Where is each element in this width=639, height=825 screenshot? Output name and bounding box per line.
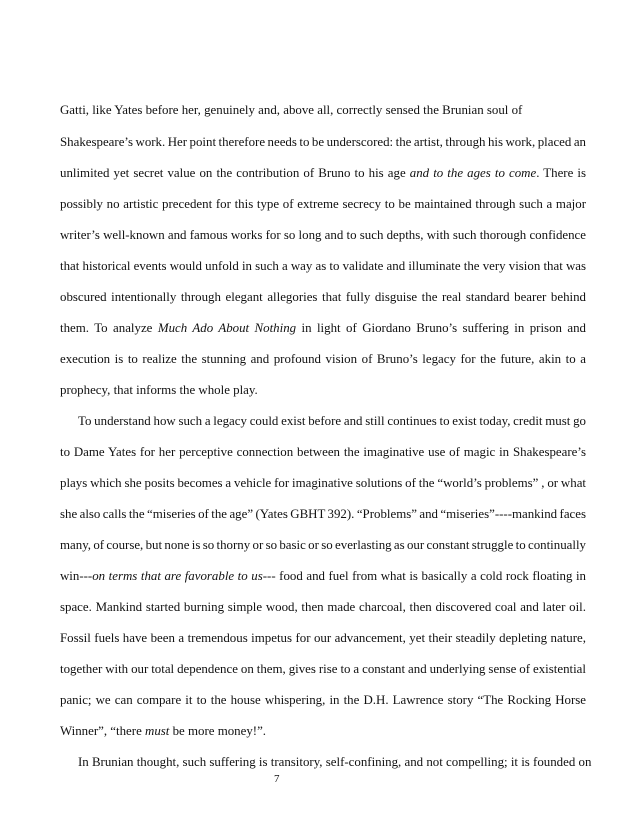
text-run: plays which she posits becomes a vehicle for imaginative solutions of the “world’s problems” , or what (60, 476, 586, 490)
text-line (78, 413, 586, 429)
text-run: them. To analyze (60, 321, 158, 335)
text-line (60, 661, 586, 677)
page-number: 7 (274, 773, 280, 785)
text-run: Winner”, “there (60, 724, 146, 738)
text-line (60, 102, 522, 118)
text-run: writer’s well-known and famous works for so long and to such depths, with such thorough confidence (60, 228, 586, 242)
text-run: Shakespeare’s work. Her point therefore needs to be underscored: the artist, through his work, placed an (60, 135, 586, 149)
text-run: that historical events would unfold in such a way as to validate and illuminate the very vision that was (60, 259, 586, 273)
text-line (60, 227, 586, 243)
text-run: In Brunian thought, such suffering is transitory, self-confining, and not compelling; it is founded on (78, 755, 592, 769)
text-line (60, 134, 586, 150)
text-line (60, 537, 586, 553)
text-run: together with our total dependence on them, gives rise to a constant and underlying sense of existential (60, 662, 586, 676)
italic-text: on terms that are favorable to us (92, 569, 263, 583)
text-line (60, 351, 586, 367)
text-run: space. Mankind started burning simple wood, then made charcoal, then discovered coal and later oil. (60, 600, 586, 614)
text-line (60, 475, 586, 491)
text-line (60, 165, 586, 181)
text-run: . There is (536, 166, 587, 180)
text-run: possibly no artistic precedent for this type of extreme secrecy to be maintained through such a major (60, 197, 586, 211)
text-run: in light of Giordano Bruno’s suffering in prison and (296, 321, 586, 335)
text-line (60, 196, 586, 212)
text-run: she also calls the “miseries of the age” (Yates GBHT 392). “Problems” and “miseries”----mankind faces (60, 507, 586, 521)
text-line (60, 723, 266, 739)
text-line (60, 630, 586, 646)
text-run: prophecy, that informs the whole play. (60, 383, 258, 397)
text-line (60, 506, 586, 522)
text-run: unlimited yet secret value on the contribution of Bruno to his age (60, 166, 410, 180)
text-run: panic; we can compare it to the house whispering, in the D.H. Lawrence story “The Rocking Horse (60, 693, 586, 707)
text-line (60, 382, 258, 398)
text-run: to Dame Yates for her perceptive connection between the imaginative use of magic in Shakespeare’s (60, 445, 586, 459)
text-line (60, 568, 586, 584)
text-run: execution is to realize the stunning and profound vision of Bruno’s legacy for the future, akin to a (60, 352, 586, 366)
text-line (60, 258, 586, 274)
text-run: be more money!”. (169, 724, 267, 738)
italic-text: and to the ages to come (409, 166, 537, 180)
text-line (60, 320, 586, 336)
text-run: Fossil fuels have been a tremendous impetus for our advancement, yet their steadily depleting nature, (60, 631, 586, 645)
text-line (60, 599, 586, 615)
text-line (60, 444, 586, 460)
italic-text: must (145, 724, 170, 738)
text-line (78, 754, 591, 770)
text-run: --- food and fuel from what is basically a cold rock floating in (262, 569, 586, 583)
text-run: obscured intentionally through elegant allegories that fully disguise the real standard bearer behind (60, 290, 586, 304)
text-line (60, 692, 586, 708)
text-run: To understand how such a legacy could exist before and still continues to exist today, credit must go (78, 414, 586, 428)
text-run: many, of course, but none is so thorny or so basic or so everlasting as our constant struggle to continually (60, 538, 586, 552)
text-run: win--- (60, 569, 93, 583)
text-line (60, 289, 586, 305)
italic-text: Much Ado About Nothing (157, 321, 297, 335)
text-run: Gatti, like Yates before her, genuinely and, above all, correctly sensed the Brunian soul of (60, 103, 523, 117)
